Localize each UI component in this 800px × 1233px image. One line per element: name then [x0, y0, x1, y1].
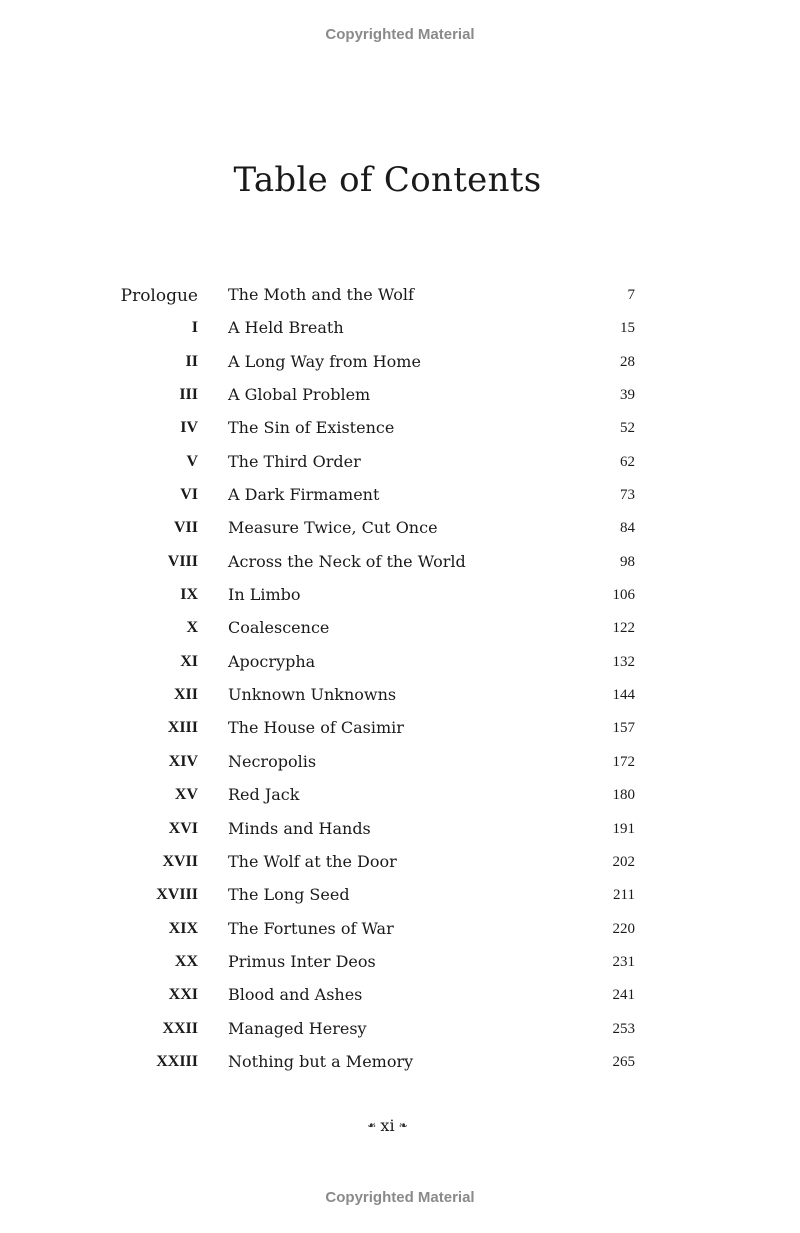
toc-entry-title: Blood and Ashes: [228, 985, 363, 1005]
toc-entry-page: 241: [612, 987, 635, 1004]
toc-entry-page: 220: [612, 920, 635, 937]
toc-entry-page: 73: [620, 487, 635, 504]
toc-entry-number: X: [186, 619, 198, 637]
toc-entry-number: XXII: [162, 1019, 198, 1037]
toc-entry: [0, 382, 800, 415]
toc-entry: [0, 649, 800, 682]
page-title: Table of Contents: [233, 160, 542, 200]
toc-entry-page: 122: [612, 620, 635, 637]
toc-entry: [0, 782, 800, 815]
toc-entry-title: A Held Breath: [228, 318, 344, 338]
toc-entry: [0, 615, 800, 648]
toc-entry-page: 253: [612, 1020, 635, 1037]
toc-entry-title: The Wolf at the Door: [228, 851, 397, 871]
toc-entry-page: 98: [620, 553, 635, 570]
toc-entry-title: The Fortunes of War: [228, 918, 394, 938]
toc-entry-title: The Moth and the Wolf: [228, 285, 414, 304]
toc-entry-number: XIV: [168, 752, 198, 770]
toc-entry-title: Nothing but a Memory: [228, 1051, 414, 1071]
toc-entry-number: XX: [174, 952, 198, 970]
toc-entry-page: 180: [612, 787, 635, 804]
toc-entry-title: In Limbo: [228, 585, 301, 605]
toc-entry-number: VI: [180, 486, 198, 504]
toc-entry-title: Across the Neck of the World: [228, 551, 466, 571]
toc-entry: [0, 682, 800, 715]
toc-entry-title: Unknown Unknowns: [228, 685, 397, 705]
toc-entry: [0, 949, 800, 982]
toc-entry-page: 265: [612, 1053, 635, 1070]
copyright-watermark-top: Copyrighted Material: [325, 26, 475, 43]
toc-entry-title: Coalescence: [228, 618, 330, 638]
toc-entry: [0, 882, 800, 915]
toc-entry-number: Prologue: [120, 286, 198, 306]
toc-entry-number: XII: [173, 686, 198, 704]
toc-entry-title: Necropolis: [228, 751, 317, 771]
toc-entry: [0, 415, 800, 448]
toc-entry-page: 172: [612, 753, 635, 770]
toc-entry-page: 39: [620, 387, 635, 404]
page-number: xi: [380, 1116, 395, 1135]
toc-entry-number: I: [191, 319, 198, 337]
toc-entry: [0, 982, 800, 1015]
toc-entry-title: Apocrypha: [228, 651, 316, 671]
toc-entry-title: Minds and Hands: [228, 818, 371, 838]
toc-entry-page: 62: [620, 453, 635, 470]
toc-entry-page: 52: [620, 420, 635, 437]
toc-entry-number: XV: [174, 786, 198, 804]
toc-entry-page: 191: [612, 820, 635, 837]
toc-entry-page: 106: [612, 587, 635, 604]
toc-entry: [0, 349, 800, 382]
toc-entry-number: VIII: [167, 552, 198, 570]
toc-entry-title: Primus Inter Deos: [228, 951, 376, 971]
toc-entry-page: 231: [612, 953, 635, 970]
toc-entry: [0, 749, 800, 782]
toc-entry: [0, 1016, 800, 1049]
toc-entry-page: 157: [612, 720, 635, 737]
page-folio: [0, 1116, 775, 1135]
toc-entry-number: XVIII: [156, 886, 198, 904]
toc-entry-page: 144: [612, 687, 635, 704]
toc-entry-title: Managed Heresy: [228, 1018, 367, 1038]
toc-entry: [0, 715, 800, 748]
copyright-watermark-bottom: Copyrighted Material: [325, 1189, 475, 1206]
toc-entry-title: A Long Way from Home: [228, 351, 421, 371]
toc-entry-number: II: [185, 352, 198, 370]
toc-entry: [0, 515, 800, 548]
toc-entry: [0, 315, 800, 348]
toc-entry-number: XI: [180, 652, 198, 670]
table-of-contents: [0, 282, 800, 1082]
toc-entry-title: The House of Casimir: [228, 718, 404, 738]
toc-entry-page: 202: [612, 853, 635, 870]
toc-entry: [0, 282, 800, 315]
toc-entry-title: Measure Twice, Cut Once: [228, 518, 438, 538]
toc-entry: [0, 449, 800, 482]
toc-entry-title: A Global Problem: [228, 385, 371, 405]
toc-entry-number: VII: [173, 519, 198, 537]
toc-entry: [0, 549, 800, 582]
toc-entry-number: XIII: [167, 719, 198, 737]
toc-entry-number: XXI: [168, 986, 198, 1004]
toc-entry-page: 28: [620, 353, 635, 370]
toc-entry-number: III: [179, 386, 198, 404]
toc-entry-number: XVI: [168, 819, 198, 837]
toc-entry-number: XXIII: [156, 1052, 198, 1070]
toc-entry-title: The Third Order: [228, 451, 361, 471]
toc-entry: [0, 816, 800, 849]
toc-entry-number: XIX: [168, 919, 198, 937]
toc-entry-page: 84: [620, 520, 635, 537]
toc-entry: [0, 849, 800, 882]
toc-entry-number: V: [186, 452, 198, 470]
toc-entry-title: The Long Seed: [228, 885, 350, 905]
toc-entry: [0, 482, 800, 515]
toc-entry-page: 15: [620, 320, 635, 337]
toc-entry-number: IV: [180, 419, 198, 437]
toc-entry-page: 211: [613, 887, 635, 904]
fleuron-icon: ❧: [367, 1119, 377, 1132]
toc-entry-title: Red Jack: [228, 785, 300, 805]
toc-entry-title: A Dark Firmament: [228, 485, 380, 505]
toc-entry-title: The Sin of Existence: [228, 418, 395, 438]
toc-entry-page: 7: [627, 287, 635, 303]
fleuron-icon: ❧: [398, 1119, 408, 1132]
toc-entry: [0, 1049, 800, 1082]
toc-entry: [0, 916, 800, 949]
toc-entry-number: XVII: [162, 852, 198, 870]
toc-entry-number: IX: [180, 586, 198, 604]
toc-entry: [0, 582, 800, 615]
toc-entry-page: 132: [612, 653, 635, 670]
